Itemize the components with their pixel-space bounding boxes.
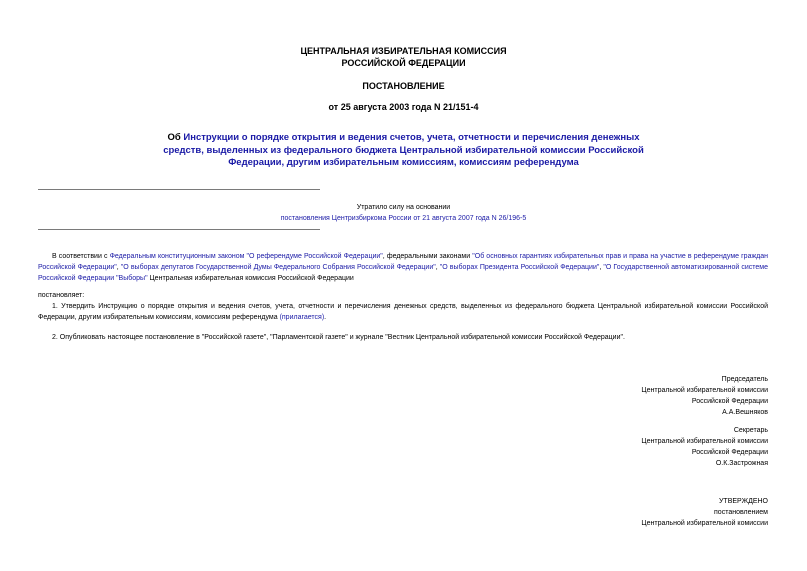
secretary-org-line2: Российской Федерации [691,449,768,456]
preamble-text-6: Центральная избирательная комиссия Российской Федерации [147,275,354,282]
resolves-label: постановляет: [38,292,85,299]
preamble-text-4: , [435,264,440,271]
chairman-title: Председатель [721,376,768,383]
chairman-org-line2: Российской Федерации [691,398,768,405]
document-date-number: от 25 августа 2003 года N 21/151-4 [328,102,479,112]
item-1-text: 1. Утвердить Инструкцию о порядке открытия и ведения счетов, учета, отчетности и перечисления денежных средств, выделенных из федерального бюджета Центральной избирательной комиссии Российской Федерации, другим избирательным комиссиям, комиссиям референдума [38,303,768,321]
attachment-link[interactable]: (прилагается) [279,314,325,321]
item-1-paragraph [38,301,768,323]
secretary-org-line1: Центральной избирательной комиссии [641,438,768,445]
chairman-signature [641,374,768,418]
preamble-text-2: , федеральными законами [382,253,473,260]
law-referendum-link[interactable]: Федеральным конституционным законом "О референдуме Российской Федерации" [109,253,383,260]
approval-stamp [641,496,768,529]
item-2-paragraph: 2. Опубликовать настоящее постановление в "Российской газете", "Парламентской газете" и журнале "Вестник Центральной избирательной комиссии Российской Федерации". [52,334,625,341]
law-duma-elections-link[interactable]: "О выборах депутатов Государственной Думы Федерального Собрания Российской Федерации" [120,264,436,271]
approval-title: УТВЕРЖДЕНО [718,498,768,505]
title-prefix: Об [167,132,184,143]
document-title [150,132,657,170]
divider-top [38,189,320,190]
instruction-title-link[interactable]: Инструкции о порядке открытия и ведения счетов, учета, отчетности и перечисления денежных средств, выделенных из федерального бюджета Центральной избирательной комиссии Российской Федерации, другим избирательным комиссиям, комиссиям референдума [163,132,644,168]
divider-bottom [38,229,320,230]
document-type: ПОСТАНОВЛЕНИЕ [362,81,445,91]
secretary-signature [641,425,768,469]
law-president-elections-link[interactable]: "О выборах Президента Российской Федерации" [439,264,600,271]
preamble-paragraph [38,251,768,284]
repeal-resolution-link[interactable]: постановления Центризбиркома России от 21 августа 2007 года N 26/196-5 [280,215,527,222]
chairman-name: А.А.Вешняков [722,409,768,416]
law-gas-vybory-link[interactable]: "О Государственной автоматизированной системе Российской Федерации "Выборы" [38,264,769,282]
law-guarantees-link[interactable]: "Об основных гарантиях избирательных прав и права на участие в референдуме граждан Российской Федерации" [38,253,768,271]
preamble-text-1: В соответствии с [52,253,110,260]
preamble-text-5: , [599,264,604,271]
item-1-suffix: . [324,314,327,321]
secretary-title: Секретарь [733,427,768,434]
org-name-line1: ЦЕНТРАЛЬНАЯ ИЗБИРАТЕЛЬНАЯ КОМИССИЯ [300,46,507,56]
status-line: Утратило силу на основании [356,204,451,211]
preamble-text-3: , [116,264,121,271]
approval-by: постановлением [714,509,768,516]
org-name-line2: РОССИЙСКОЙ ФЕДЕРАЦИИ [341,58,466,68]
chairman-org-line1: Центральной избирательной комиссии [641,387,768,394]
approval-org-line1: Центральной избирательной комиссии [641,520,768,527]
secretary-name: О.К.Застрожная [715,460,768,467]
